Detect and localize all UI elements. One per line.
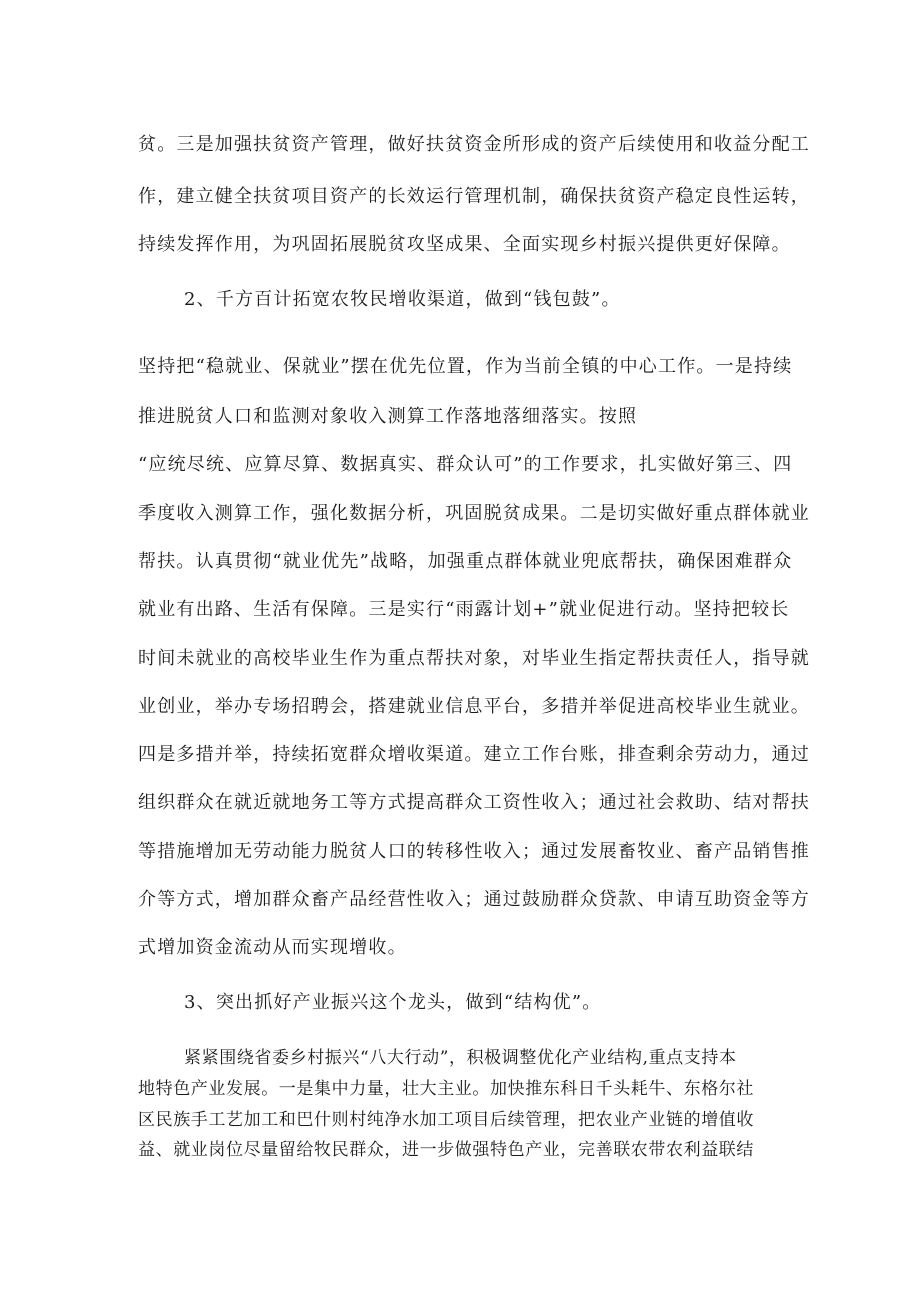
paragraph-line: 贫。三是加强扶贫资产管理，做好扶贫资金所形成的资产后续使用和收益分配工 xyxy=(138,134,810,155)
paragraph-line: 介等方式，增加群众畜产品经营性收入；通过鼓励群众贷款、申请互助资金等方 xyxy=(138,889,810,910)
paragraph-line: 季度收入测算工作，强化数据分析，巩固脱贫成果。二是切实做好重点群体就业 xyxy=(138,503,810,524)
section-heading: 2、千方百计拓宽农牧民增收渠道，做到“钱包鼓”。 xyxy=(184,289,621,310)
paragraph-line: 益、就业岗位尽量留给牧民群众，进一步做强特色产业，完善联农带农利益联结 xyxy=(138,1140,754,1160)
paragraph-line: 就业有出路、生活有保障。三是实行“雨露计划+”就业促进行动。坚持把较长 xyxy=(138,599,790,620)
paragraph-line: 作，建立健全扶贫项目资产的长效运行管理机制，确保扶贫资产稳定良性运转， xyxy=(138,186,810,207)
paragraph-line: 区民族手工艺加工和巴什则村纯净水加工项目后续管理，把农业产业链的增值收 xyxy=(138,1110,754,1130)
paragraph-line: 式增加资金流动从而实现增收。 xyxy=(138,937,407,958)
section-heading: 3、突出抓好产业振兴这个龙头，做到“结构优”。 xyxy=(184,992,602,1013)
paragraph-line: 地特色产业发展。一是集中力量，壮大主业。加快推东科日千头耗牛、东格尔社 xyxy=(138,1079,754,1099)
paragraph-line: 持续发挥作用，为巩固拓展脱贫攻坚成果、全面实现乡村振兴提供更好保障。 xyxy=(138,234,791,255)
paragraph-line: 等措施增加无劳动能力脱贫人口的转移性收入；通过发展畜牧业、畜产品销售推 xyxy=(138,841,810,862)
paragraph-line: 坚持把“稳就业、保就业”摆在优先位置，作为当前全镇的中心工作。一是持续 xyxy=(138,356,793,377)
paragraph-line: 时间未就业的高校毕业生作为重点帮扶对象，对毕业生指定帮扶责任人，指导就 xyxy=(138,648,810,669)
paragraph-line: 帮扶。认真贯彻“就业优先”战略，加强重点群体就业兜底帮扶，确保困难群众 xyxy=(138,551,793,572)
paragraph-line: 组织群众在就近就地务工等方式提高群众工资性收入；通过社会救助、结对帮扶 xyxy=(138,792,810,813)
paragraph-line: 业创业，举办专场招聘会，搭建就业信息平台，多措并举促进高校毕业生就业。 xyxy=(138,696,810,717)
paragraph-line: 紧紧围绕省委乡村振兴“八大行动”，积极调整优化产业结构,重点支持本 xyxy=(184,1048,737,1068)
paragraph-line: “应统尽统、应算尽算、数据真实、群众认可”的工作要求，扎实做好第三、四 xyxy=(138,454,793,475)
paragraph-line: 四是多措并举，持续拓宽群众增收渠道。建立工作台账，排查剩余劳动力，通过 xyxy=(138,744,810,765)
paragraph-line: 推进脱贫人口和监测对象收入测算工作落地落细落实。按照 xyxy=(138,406,638,427)
